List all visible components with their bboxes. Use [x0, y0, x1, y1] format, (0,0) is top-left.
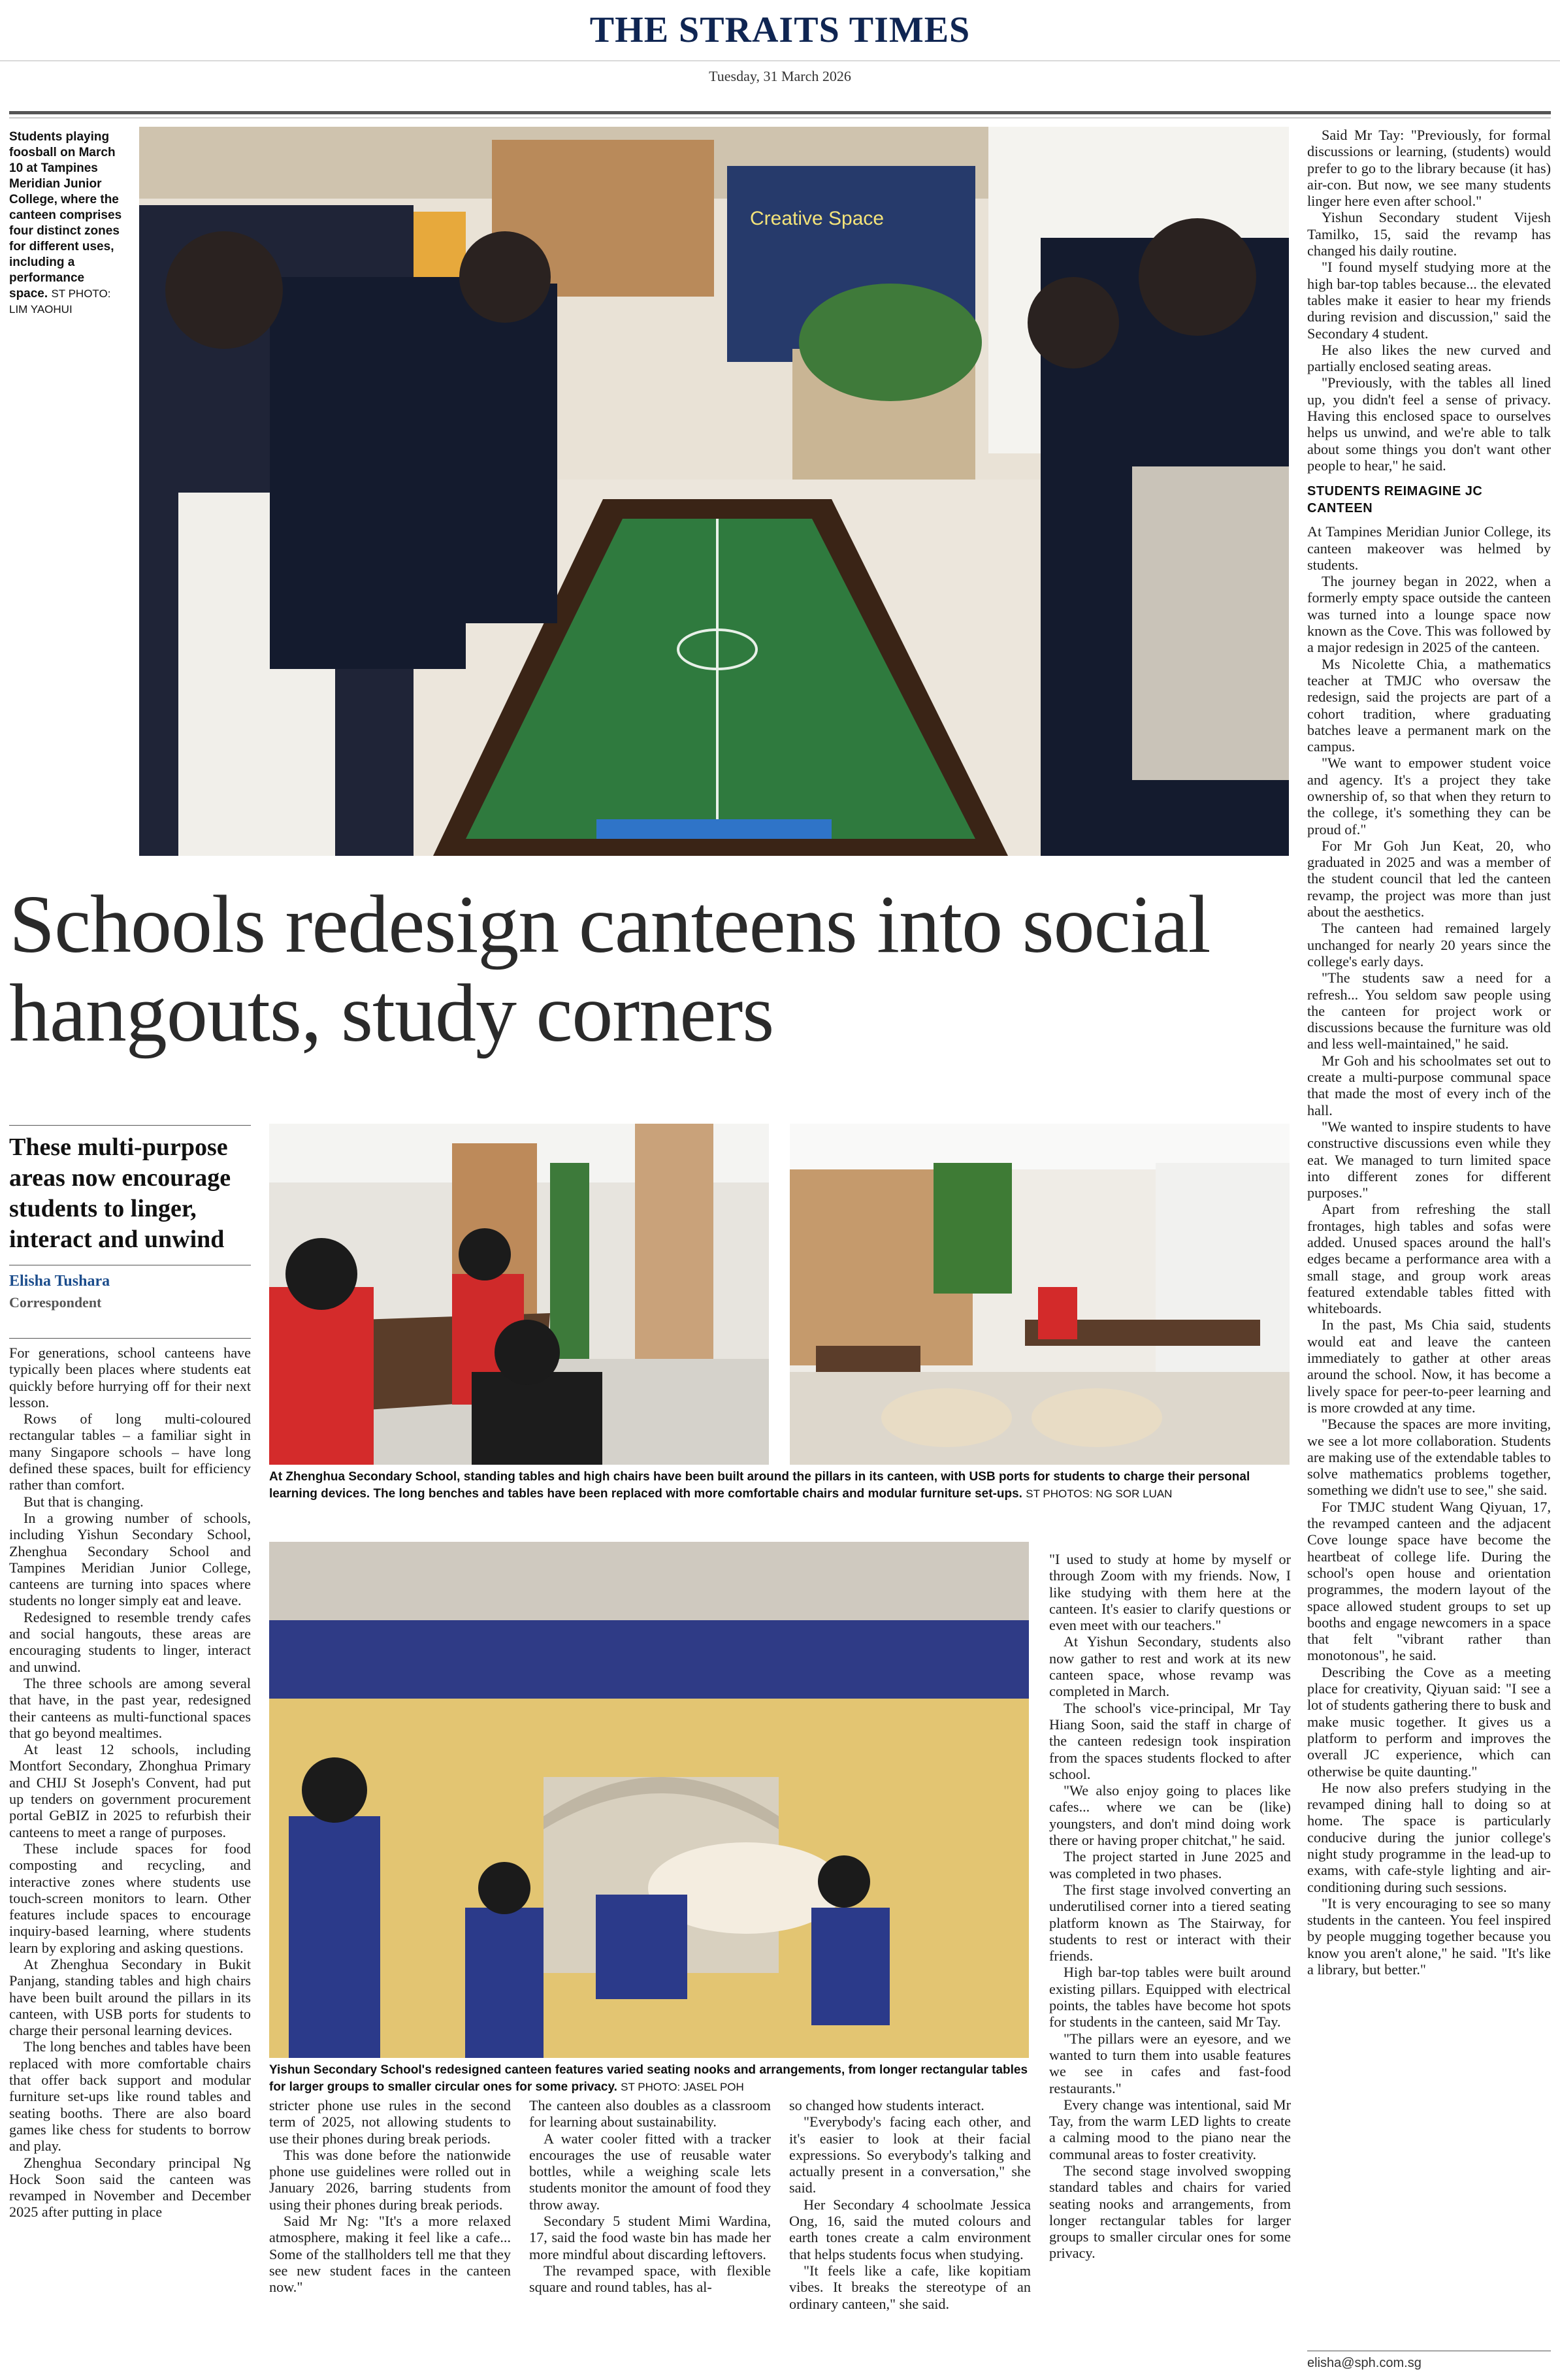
paragraph: Redesigned to resemble trendy cafes and social hangouts, these areas are encouraging students to linger, interact and unwind. [9, 1608, 251, 1675]
byline-role: Correspondent [9, 1294, 102, 1311]
paragraph: "It is very encouraging to see so many students in the canteen. You feel inspired by people mugging together because you know you aren't alone," he said. "It's like a library, but better." [1307, 1895, 1551, 1978]
paragraph: Zhenghua Secondary principal Ng Hock Soon said the canteen was revamped in November and December 2025 after putting in place [9, 2154, 251, 2221]
paragraph: "The pillars were an eyesore, and we wanted to turn them into usable features we see in cafes and fast-food restaurants." [1049, 2030, 1291, 2096]
dateline: Tuesday, 31 March 2026 [709, 68, 851, 84]
paragraph: For TMJC student Wang Qiyuan, 17, the revamped canteen and the adjacent Cove lounge space have become the heartbeat of college life. During the school's open house and orientation programmes, the modern layout of the space allowed student groups to set up booths and engage newcomers in a space that felt "vibrant rather than monotonous", he said. [1307, 1498, 1551, 1664]
main-photo-caption-text: Students playing foosball on March 10 at Tampines Meridian Junior College, where the canteen comprises four distinct zones for different uses, including a performance space. [9, 130, 122, 301]
paragraph: The first stage involved converting an underutilised corner into a tiered seating platform known as The Stairway, for students to rest or interact with their friends. [1049, 1881, 1291, 1964]
paragraph: Every change was intentional, said Mr Tay, from the warm LED lights to create a calming mood to the piano near the communal areas to foster creativity. [1049, 2096, 1291, 2162]
paragraph: "I used to study at home by myself or through Zoom with my friends. Now, I like studying with them here at the canteen. It's easier to clarify questions or even meet with our teachers." [1049, 1551, 1291, 1634]
paragraph: The long benches and tables have been replaced with more comfortable chairs that offer back support and modular furniture set-ups like round tables and seating booths. There are also board games like chess for students to borrow and play. [9, 2038, 251, 2155]
paragraph: The revamped space, with flexible square and round tables, has al- [529, 2262, 771, 2296]
standfirst-rule-top [9, 1125, 251, 1126]
paragraph: He now also prefers studying in the revamped dining hall to doing so at home. The space is particularly conducive during the junior college's night study programme in the lead-up to exams, with cafe-style lighting and air-conditioning during such sessions. [1307, 1779, 1551, 1895]
yishun-caption-text: Yishun Secondary School's redesigned canteen features varied seating nooks and arrangements, from longer rectangular tables for larger groups to smaller circular ones for some privacy. [269, 2063, 1028, 2094]
masthead-title[interactable]: THE STRAITS TIMES [589, 10, 971, 50]
paragraph: "We wanted to inspire students to have constructive discussions even while they eat. We managed to turn limited space into different zones for different purposes." [1307, 1118, 1551, 1201]
paragraph: Apart from refreshing the stall frontages, high tables and sofas were added. Unused spaces around the hall's edges became a performance area with a small stage, and group work areas featured extendable tables fitted with whiteboards. [1307, 1201, 1551, 1317]
paragraph: Mr Goh and his schoolmates set out to create a multi-purpose communal space that made the most of every inch of the hall. [1307, 1052, 1551, 1118]
paragraph: Secondary 5 student Mimi Wardina, 17, said the food waste bin has made her more mindful about discarding leftovers. [529, 2213, 771, 2262]
author-email[interactable]: elisha@sph.com.sg [1307, 2356, 1422, 2370]
paragraph: "We want to empower student voice and agency. It's a project they take ownership of, so that when they return to the college, it's something they can be proud of." [1307, 755, 1551, 838]
paragraph: In a growing number of schools, including Yishun Secondary School, Zhenghua Secondary School and Tampines Meridian Junior College, canteens are turning into spaces where students no longer simply eat and leave. [9, 1509, 251, 1609]
foosball-illustration [139, 127, 1289, 856]
article-column-1 [9, 1345, 251, 2221]
paragraph: Her Secondary 4 schoolmate Jessica Ong, 16, said the muted colours and earth tones create a calm environment that helps students focus when studying. [789, 2196, 1031, 2262]
paragraph: Said Mr Ng: "It's a more relaxed atmosphere, making it feel like a cafe... Some of the stallholders tell me that they see new student faces in the canteen now." [269, 2213, 511, 2296]
paragraph: At Tampines Meridian Junior College, its canteen makeover was helmed by students. [1307, 523, 1551, 573]
paragraph: "Previously, with the tables all lined up, you didn't feel a sense of privacy. Having this enclosed space to ourselves helps us unwind, and we're able to talk about some things you don't want other people to hear," he said. [1307, 374, 1551, 474]
paragraph: Yishun Secondary student Vijesh Tamilko, 15, said the revamp has changed his daily routine. [1307, 209, 1551, 259]
paragraph: At Zhenghua Secondary in Bukit Panjang, standing tables and high chairs have been built around the pillars in its canteen, with USB ports for students to charge their personal learning devices. [9, 1955, 251, 2039]
paragraph: "I found myself studying more at the high bar-top tables because... the elevated tables make it easier to hear my friends during revision and discussion," said the Secondary 4 student. [1307, 259, 1551, 342]
paragraph: These include spaces for food composting and recycling, and interactive zones where students use touch-screen monitors to learn. Other features include spaces to encourage inquiry-based learning, where students learn by exploring and asking questions. [9, 1840, 251, 1956]
zhenghua-caption [269, 1469, 1290, 1503]
paragraph: The three schools are among several that have, in the past year, redesigned their canteens as multi-functional spaces that go beyond mealtimes. [9, 1674, 251, 1741]
yishun-photo [269, 1542, 1029, 2058]
paragraph: At Yishun Secondary, students also now gather to rest and work at its new canteen space, whose revamp was completed in March. [1049, 1633, 1291, 1700]
article-column-5 [1049, 1551, 1291, 2262]
main-photo-foosball [139, 127, 1289, 856]
paragraph: The canteen had remained largely unchanged for nearly 20 years since the college's early days. [1307, 920, 1551, 970]
paragraph: The canteen also doubles as a classroom for learning about sustainability. [529, 2097, 771, 2130]
paragraph: Describing the Cove as a meeting place for creativity, Qiyuan said: "I see a lot of students gathering there to busk and make music together. It gives us a platform to perform and improves the overall JC experience, which can otherwise be quite daunting." [1307, 1663, 1551, 1780]
zhenghua-credit: ST PHOTOS: NG SOR LUAN [1026, 1488, 1173, 1500]
masthead-divider [0, 60, 1560, 61]
zhenghua-illustration-2 [790, 1124, 1290, 1465]
paragraph: Rows of long multi-coloured rectangular tables – a familiar sight in many Singapore schools – have long defined these spaces, built for efficiency rather than comfort. [9, 1410, 251, 1493]
paragraph: so changed how students interact. [789, 2097, 984, 2113]
byline-rule [9, 1338, 251, 1339]
main-photo-caption [9, 129, 123, 318]
yishun-caption [269, 2062, 1029, 2096]
standfirst: These multi-purpose areas now encourage students to linger, interact and unwind [9, 1133, 231, 1253]
zhenghua-caption-text: At Zhenghua Secondary School, standing tables and high chairs have been built around the pillars in its canteen, with USB ports for students to charge their personal learning devices. The long benches and tables have been replaced with more comfortable chairs and modular furniture set-ups. [269, 1470, 1250, 1501]
paragraph: The project started in June 2025 and was completed in two phases. [1049, 1848, 1291, 1882]
paragraph: But that is changing. [24, 1493, 144, 1510]
paragraph: The journey began in 2022, when a formerly empty space outside the canteen was turned into a lounge space now known as the Cove. This was followed by a major redesign in 2025 of the canteen. [1307, 573, 1551, 656]
paragraph: stricter phone use rules in the second term of 2025, not allowing students to use their phones during break periods. [269, 2097, 511, 2147]
paragraph: At least 12 schools, including Montfort Secondary, Zhonghua Primary and CHIJ St Joseph's Convent, had put up tenders on government procurement portal GeBIZ in 2025 to refurbish their canteens to meet a range of purposes. [9, 1741, 251, 1840]
article-column-6 [1307, 127, 1551, 1978]
paragraph: In the past, Ms Chia said, students would eat and leave the canteen immediately to gather at other areas around the school. Now, it has become a lively space for peer-to-peer learning and is more crowded at any time. [1307, 1316, 1551, 1416]
paragraph: High bar-top tables were built around existing pillars. Equipped with electrical points, the tables have become hot spots for students in the canteen, said Mr Tay. [1049, 1964, 1291, 2030]
paragraph: Said Mr Tay: "Previously, for formal discussions or learning, (students) would prefer to go to the library because (it has) air-con. But now, we see many students linger here even after school." [1307, 127, 1551, 210]
paragraph: The school's vice-principal, Mr Tay Hiang Soon, said the staff in charge of the canteen redesign took inspiration from the spaces students flocked to after school. [1049, 1699, 1291, 1782]
article-column-2 [269, 2097, 511, 2296]
paragraph: "It feels like a cafe, like kopitiam vibes. It breaks the stereotype of an ordinary canteen," she said. [789, 2262, 1031, 2312]
headline: Schools redesign canteens into social hangouts, study corners [9, 879, 1211, 1059]
subhead-jc-canteen: STUDENTS REIMAGINE JC CANTEEN [1307, 484, 1483, 516]
article-column-4 [789, 2097, 1031, 2312]
main-photo-credit: ST PHOTO: LIM YAOHUI [9, 287, 111, 316]
paragraph: A water cooler fitted with a tracker encourages the use of reusable water bottles, while a weighing scale lets students monitor the amount of food they throw away. [529, 2130, 771, 2213]
yishun-credit: ST PHOTO: JASEL POH [621, 2081, 744, 2093]
paragraph: For Mr Goh Jun Keat, 20, who graduated in 2025 and was a member of the student council that led the canteen revamp, the project was more than just about the aesthetics. [1307, 837, 1551, 921]
zhenghua-photo-1 [269, 1124, 769, 1465]
top-rule [9, 111, 1551, 114]
paragraph: He also likes the new curved and partially enclosed seating areas. [1307, 341, 1551, 375]
creative-space-sign: Creative Space [750, 208, 885, 229]
paragraph: "Because the spaces are more inviting, we see a lot more collaboration. Students are making use of the extendable tables to solve mathematics problems together, something we didn't use to see," she said. [1307, 1416, 1551, 1499]
article-column-3 [529, 2097, 771, 2296]
paragraph: "Everybody's facing each other, and it's easier to look at their facial expressions. So everybody's talking and actually present in a conversation," she said. [789, 2113, 1031, 2196]
paragraph: Ms Nicolette Chia, a mathematics teacher at TMJC who oversaw the redesign, said the projects are part of a cohort tradition, where graduating batches leave a permanent mark on the campus. [1307, 655, 1551, 755]
paragraph: "The students saw a need for a refresh... You seldom saw people using the canteen for project work or discussions because the furniture was old and less well-maintained," he said. [1307, 970, 1551, 1052]
zhenghua-illustration-1 [269, 1124, 769, 1465]
paragraph: For generations, school canteens have typically been places where students eat quickly before hurrying off for their next lesson. [9, 1345, 251, 1410]
paragraph: The second stage involved swopping standard tables and chairs for varied seating nooks and arrangements, from longer rectangular tables for larger groups to smaller circular ones for some privacy. [1049, 2162, 1291, 2262]
masthead [0, 0, 1560, 60]
byline-name[interactable]: Elisha Tushara [9, 1273, 110, 1290]
yishun-illustration [269, 1542, 1029, 2058]
paragraph: This was done before the nationwide phone use guidelines were rolled out in January 2026, barring students from using their phones during break periods. [269, 2146, 511, 2213]
zhenghua-photo-2 [790, 1124, 1290, 1465]
paragraph: "We also enjoy going to places like cafes... where we can be (like) youngsters, and don't mind doing work there or having proper chitchat," he said. [1049, 1782, 1291, 1849]
